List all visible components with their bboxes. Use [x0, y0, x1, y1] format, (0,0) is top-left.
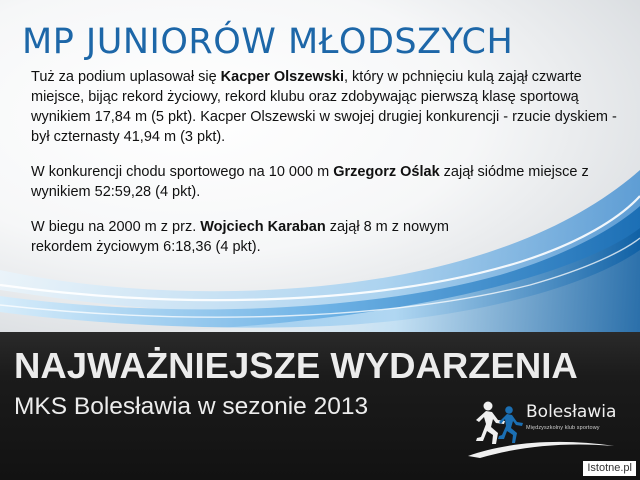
watermark: Istotne.pl — [583, 461, 636, 476]
athlete-name: Wojciech Karaban — [200, 219, 326, 235]
banner-headline: NAJWAŻNIEJSZE WYDARZENIA — [14, 345, 578, 386]
slide-title: MP JUNIORÓW MŁODSZYCH — [22, 22, 514, 62]
paragraph — [31, 162, 621, 202]
text-run: Tuż za podium uplasował się — [31, 69, 221, 85]
paragraph — [31, 67, 621, 147]
text-run: , który w pchnięciu kulą zajął czwarte miejsce, bijąc rekord życiowy, rekord klubu oraz zdobywając pierwszą klasę sportową wynikiem 17,84 m (5 pkt). Kacper Olszewski w swojej drugiej konkurencji - rzucie dyskiem - był czternasty 41,94 m (3 pkt). — [31, 69, 617, 145]
text-run: zajął 8 m z nowym rekordem życiowym 6:18,36 (4 pkt). — [31, 219, 449, 255]
text-run: W biegu na 2000 m z prz. — [31, 219, 201, 235]
text-run: W konkurencji chodu sportowego na 10 000 m — [31, 164, 334, 180]
banner-subheadline: MKS Bolesławia w sezonie 2013 — [14, 393, 369, 420]
athlete-name: Kacper Olszewski — [220, 69, 344, 85]
logo-tagline: Międzyszkolny klub sportowy — [526, 425, 600, 431]
logo-name: Bolesławia — [526, 402, 617, 422]
slide-body — [31, 67, 621, 272]
swoosh-icon — [466, 436, 616, 460]
paragraph — [31, 217, 451, 257]
text-run: zajął siódme miejsce z wynikiem 52:59,28 (4 pkt). — [31, 164, 589, 200]
club-logo — [466, 398, 636, 464]
athlete-name: Grzegorz Oślak — [333, 164, 440, 180]
